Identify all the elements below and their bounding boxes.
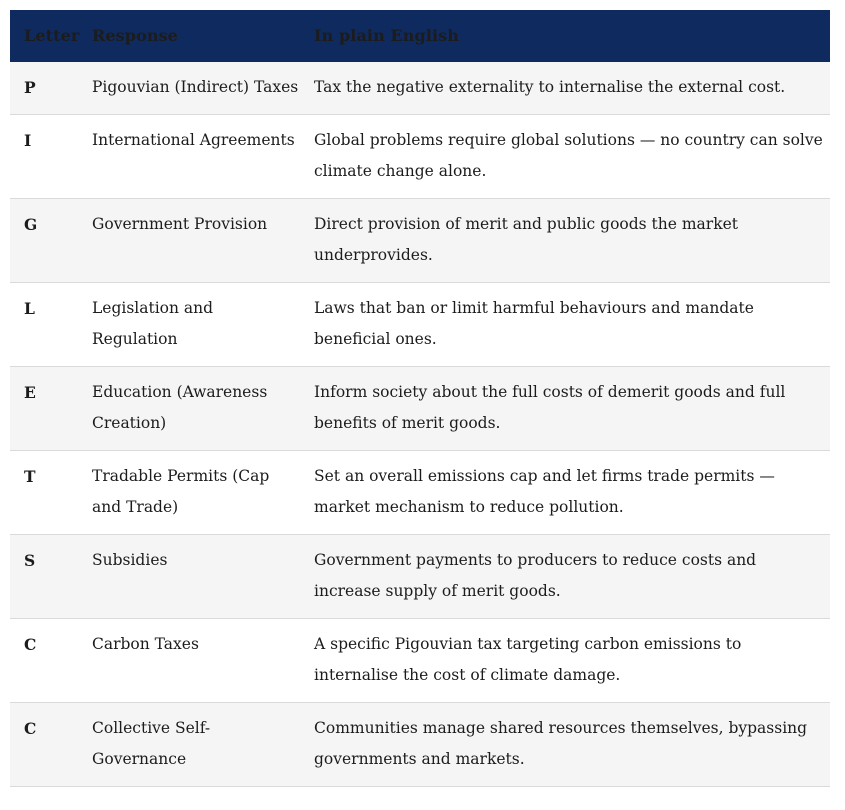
table-row [10,115,830,199]
letter-cell: I [24,130,32,150]
table-row [10,367,830,451]
plain-english-cell: Global problems require global solutions — no country can solve climate change alone. [314,130,823,180]
plain-english-cell: Laws that ban or limit harmful behaviours and mandate beneficial ones. [314,298,754,348]
response-cell: Subsidies [92,550,168,569]
table-row [10,535,830,619]
header-letter: Letter [24,26,80,46]
letter-cell: P [24,78,36,97]
response-cell: Education (Awareness Creation) [92,382,268,432]
response-cell: Government Provision [92,214,268,233]
plain-english-cell: Inform society about the full costs of demerit goods and full benefits of merit goods. [314,382,786,432]
letter-cell: C [24,634,37,654]
letter-cell: L [24,298,35,318]
letter-cell: C [24,718,37,738]
response-cell: Legislation and Regulation [92,298,214,348]
letter-cell: E [24,382,36,402]
table-header [10,10,830,62]
responses-table [10,10,830,787]
plain-english-cell: Government payments to producers to reduce costs and increase supply of merit goods. [314,550,757,600]
response-cell: International Agreements [92,130,295,149]
letter-cell: T [24,466,36,486]
plain-english-cell: Set an overall emissions cap and let firms trade permits — market mechanism to reduce pollution. [314,466,775,516]
response-cell: Tradable Permits (Cap and Trade) [92,466,270,516]
response-cell: Collective Self-Governance [92,718,211,768]
response-cell: Carbon Taxes [92,634,199,653]
plain-english-cell: Tax the negative externality to internalise the external cost. [314,78,786,96]
plain-english-cell: A specific Pigouvian tax targeting carbon emissions to internalise the cost of climate damage. [314,634,742,684]
table-row [10,199,830,283]
plain-english-cell: Direct provision of merit and public goods the market underprovides. [314,214,738,264]
plain-english-cell: Communities manage shared resources themselves, bypassing governments and markets. [314,718,808,768]
header-response: Response [92,26,178,46]
table-row [10,62,830,115]
letter-cell: G [24,214,38,234]
header-plain-english: In plain English [314,26,460,46]
table-row [10,283,830,367]
table-row [10,619,830,703]
response-cell: Pigouvian (Indirect) Taxes [92,78,299,96]
table-row [10,451,830,535]
table-row [10,703,830,787]
letter-cell: S [24,550,36,570]
